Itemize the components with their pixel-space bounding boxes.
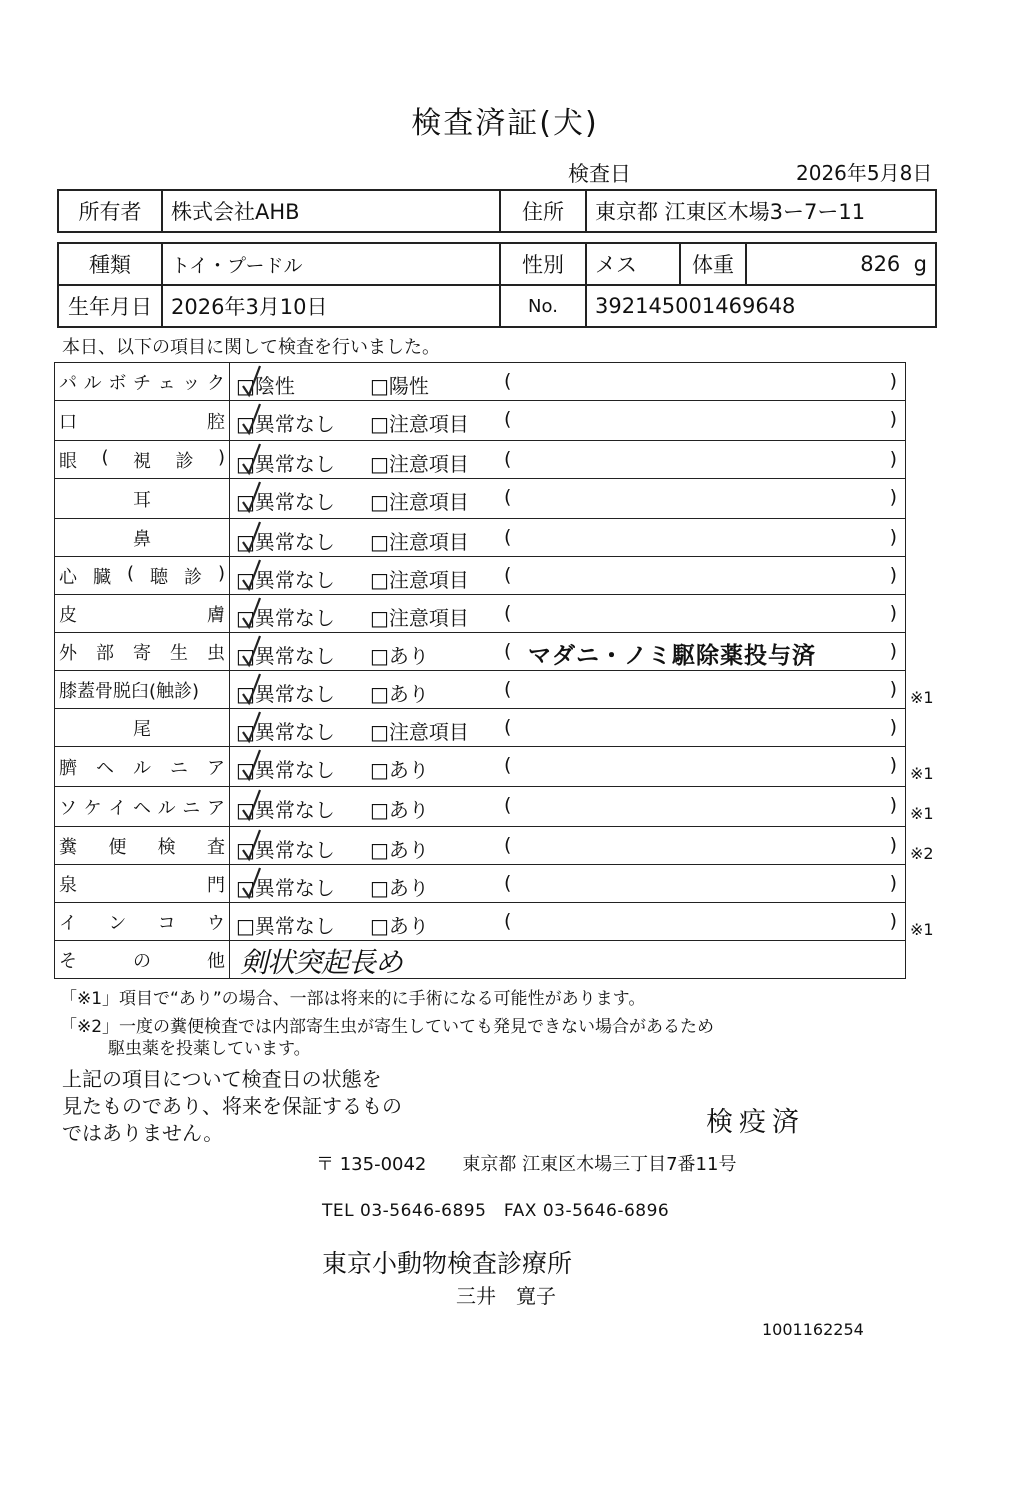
paren-close: ) xyxy=(889,794,897,816)
option-label: 異常なし xyxy=(254,644,335,668)
item-name xyxy=(59,408,225,434)
item-result-cell xyxy=(230,747,906,787)
item-name-char: コ xyxy=(157,912,176,934)
item-name xyxy=(59,563,225,589)
table-row xyxy=(55,557,906,595)
checkbox-icon[interactable]: □ xyxy=(236,452,255,476)
table-row xyxy=(55,709,906,747)
item-name-char: ボ xyxy=(108,372,127,394)
item-name-char: 査 xyxy=(206,836,225,858)
item-name xyxy=(59,486,225,512)
item-name-char: 口 xyxy=(59,411,77,433)
item-result-cell xyxy=(230,633,906,671)
item-name-cell xyxy=(55,519,230,557)
exam-date: 2026年5月8日 xyxy=(796,161,933,185)
table-row xyxy=(55,441,906,479)
table-row xyxy=(55,787,906,827)
item-name-cell xyxy=(55,827,230,865)
item-name xyxy=(59,639,225,665)
clinic-name: 東京小動物検査診療所 xyxy=(322,1249,573,1278)
checked-box-option[interactable] xyxy=(236,872,335,901)
item-name-char: そ xyxy=(59,950,77,972)
item-name-char: ニ xyxy=(182,797,201,819)
paren-close: ) xyxy=(889,754,897,776)
item-name-cell xyxy=(55,363,230,401)
option-label: 異常なし xyxy=(254,606,335,630)
reference-mark: ※2 xyxy=(910,844,934,863)
item-name xyxy=(59,601,225,627)
inspected-stamp: 検疫済 xyxy=(706,1107,805,1138)
paren-open: ( xyxy=(504,794,512,816)
item-name-char: 眼 xyxy=(59,450,77,472)
item-name-cell xyxy=(55,903,230,941)
option-label: 異常なし xyxy=(254,490,335,514)
paren-close: ) xyxy=(889,872,897,894)
checked-box-option[interactable] xyxy=(236,526,335,555)
no-label: No. xyxy=(500,285,586,327)
paren-open: ( xyxy=(504,448,512,470)
check-mark-icon xyxy=(240,828,262,864)
paren-close: ) xyxy=(889,716,897,738)
option-label: 異常なし xyxy=(254,876,335,900)
paren-close: ) xyxy=(889,602,897,624)
item-name-char: ル xyxy=(83,372,102,394)
paren-open: ( xyxy=(504,640,512,662)
item-name-char: ニ xyxy=(170,757,188,779)
check-mark-icon xyxy=(240,402,262,438)
paren-close: ) xyxy=(889,486,897,508)
item-name-cell xyxy=(55,595,230,633)
alt-option[interactable]: □あり xyxy=(370,798,429,822)
paren-close: ) xyxy=(889,408,897,430)
item-name-char: ソ xyxy=(59,797,77,819)
table-row xyxy=(55,747,906,787)
item-name-cell xyxy=(55,401,230,441)
item-name-char: ン xyxy=(108,912,127,934)
item-name-cell xyxy=(55,787,230,827)
option-label: 異常なし xyxy=(254,530,335,554)
item-name-char: ケ xyxy=(83,797,102,819)
item-name-char: 心 xyxy=(59,566,77,588)
table-row xyxy=(55,865,906,903)
item-name-char: 膝蓋骨脱臼(触診) xyxy=(59,680,200,702)
item-name-char: 門 xyxy=(207,874,225,896)
footnote-1: 「※1」項目で“あり”の場合、一部は将来的に手術になる可能性があります。 xyxy=(60,989,646,1009)
item-name-char: 診 xyxy=(175,450,194,472)
paren-close: ) xyxy=(889,564,897,586)
item-note: マダニ・ノミ駆除薬投与済 xyxy=(528,643,816,669)
item-name-char: 臓 xyxy=(92,566,111,588)
item-name-char: 腔 xyxy=(207,411,225,433)
item-name-char: 虫 xyxy=(207,642,225,664)
paren-open: ( xyxy=(504,526,512,548)
address-label: 住所 xyxy=(500,190,586,232)
checked-box-option[interactable] xyxy=(236,716,335,745)
item-name-char: イ xyxy=(59,912,77,934)
checkbox-icon[interactable]: □ xyxy=(236,682,255,706)
check-mark-icon xyxy=(240,672,262,708)
other-note-cell xyxy=(230,941,906,979)
paren-close: ) xyxy=(889,640,897,662)
item-name-char: ) xyxy=(217,446,225,468)
option-label: 異常なし xyxy=(254,452,335,476)
table-row xyxy=(55,671,906,709)
table-row xyxy=(55,941,906,979)
table-row xyxy=(55,595,906,633)
item-name-char: ル xyxy=(157,797,176,819)
paren-open: ( xyxy=(504,910,512,932)
item-name-cell xyxy=(55,479,230,519)
checkbox-icon[interactable]: □ xyxy=(236,374,255,398)
reference-mark: ※1 xyxy=(910,920,934,939)
check-mark-icon xyxy=(240,748,262,784)
paren-open: ( xyxy=(504,564,512,586)
check-mark-icon xyxy=(240,596,262,632)
item-name-cell xyxy=(55,441,230,479)
paren-open: ( xyxy=(504,602,512,624)
item-name xyxy=(59,947,225,973)
checkbox-icon[interactable]: □ xyxy=(236,412,255,436)
checked-box-option[interactable] xyxy=(236,640,335,669)
alt-option[interactable]: □注意項目 xyxy=(370,720,469,744)
item-name-char: ) xyxy=(217,562,225,584)
clinic-address: 〒 135-0042 東京都 江東区木場三丁目7番11号 xyxy=(316,1154,737,1175)
item-name-char: 他 xyxy=(207,950,225,972)
item-name-char: 寄 xyxy=(133,642,151,664)
checkbox-icon[interactable]: □ xyxy=(236,876,255,900)
item-result-cell xyxy=(230,903,906,941)
table-row xyxy=(55,827,906,865)
paren-open: ( xyxy=(504,370,512,392)
item-name-char: 尾 xyxy=(133,718,151,740)
item-name-char: の xyxy=(133,950,151,972)
checked-box-option[interactable] xyxy=(236,602,335,631)
option-label: 異常なし xyxy=(254,568,335,592)
alt-option[interactable]: □注意項目 xyxy=(370,568,469,592)
checkbox-icon[interactable]: □ xyxy=(236,490,255,514)
item-name xyxy=(59,909,225,935)
paren-close: ) xyxy=(889,834,897,856)
option-label: 異常なし xyxy=(254,412,335,436)
item-result-cell xyxy=(230,827,906,865)
alt-option[interactable]: □あり xyxy=(370,838,429,862)
checkbox-icon[interactable]: □ xyxy=(236,606,255,630)
alt-option[interactable]: □注意項目 xyxy=(370,606,469,630)
check-mark-icon xyxy=(240,442,262,478)
declaration xyxy=(62,1066,402,1147)
alt-option[interactable]: □注意項目 xyxy=(370,412,469,436)
item-name-char: ッ xyxy=(182,372,201,394)
item-name-char: ア xyxy=(207,757,225,779)
item-name xyxy=(59,833,225,859)
item-name-char: 糞 xyxy=(59,836,77,858)
option-label: 異常なし xyxy=(254,838,335,862)
check-mark-icon xyxy=(240,710,262,746)
check-mark-icon xyxy=(240,558,262,594)
item-name-char: ア xyxy=(206,797,225,819)
alt-option[interactable]: □あり xyxy=(370,682,429,706)
item-name-cell xyxy=(55,633,230,671)
item-name-char: 外 xyxy=(59,642,77,664)
item-name-char: 聴 xyxy=(149,566,168,588)
alt-option[interactable]: □注意項目 xyxy=(370,530,469,554)
item-result-cell xyxy=(230,401,906,441)
sex-label: 性別 xyxy=(500,243,586,285)
option-label: 異常なし xyxy=(254,798,335,822)
item-name-char: パ xyxy=(59,372,77,394)
owner-label: 所有者 xyxy=(58,190,162,232)
item-name-char: ( xyxy=(101,446,109,468)
item-name-cell xyxy=(55,865,230,903)
checked-box-option[interactable] xyxy=(236,754,335,783)
item-result-cell xyxy=(230,787,906,827)
item-name-char: ( xyxy=(126,562,134,584)
check-mark-icon xyxy=(240,634,262,670)
weight-cell xyxy=(746,243,936,285)
weight-value: 826 xyxy=(860,252,901,276)
checkbox-icon[interactable]: □ xyxy=(236,838,255,862)
checked-box-option[interactable] xyxy=(236,678,335,707)
item-name-cell xyxy=(55,709,230,747)
paren-open: ( xyxy=(504,716,512,738)
item-name-char: ウ xyxy=(206,912,225,934)
table-row xyxy=(55,479,906,519)
declaration-line: ではありません。 xyxy=(62,1121,224,1145)
item-name-cell xyxy=(55,941,230,979)
item-result-cell xyxy=(230,671,906,709)
alt-option[interactable]: □陽性 xyxy=(370,374,429,398)
item-name xyxy=(59,525,225,551)
paren-open: ( xyxy=(504,834,512,856)
item-name-char: チ xyxy=(132,372,151,394)
item-result-cell xyxy=(230,441,906,479)
checked-box-option[interactable] xyxy=(236,486,335,515)
item-name-char: 膚 xyxy=(207,604,225,626)
item-name-char: ェ xyxy=(157,372,176,394)
table-row xyxy=(55,401,906,441)
item-name-cell xyxy=(55,747,230,787)
paren-close: ) xyxy=(889,678,897,700)
paren-close: ) xyxy=(889,910,897,932)
option-label: 異常なし xyxy=(254,720,335,744)
checkbox-icon[interactable]: □ xyxy=(236,644,255,668)
owner-value: 株式会社AHB xyxy=(162,190,500,232)
paren-open: ( xyxy=(504,408,512,430)
check-mark-icon xyxy=(240,364,262,400)
alt-option[interactable]: □あり xyxy=(370,758,429,782)
table-row xyxy=(55,519,906,557)
item-name-char: ク xyxy=(206,372,225,394)
item-result-cell xyxy=(230,557,906,595)
item-name-char: ヘ xyxy=(132,797,151,819)
alt-option[interactable]: □注意項目 xyxy=(370,490,469,514)
checkbox-icon[interactable]: □ xyxy=(236,568,255,592)
alt-option[interactable]: □あり xyxy=(370,914,429,938)
reference-mark: ※1 xyxy=(910,764,934,783)
option-label: 異常なし xyxy=(254,758,335,782)
checked-box-option[interactable] xyxy=(236,564,335,593)
table-row xyxy=(55,633,906,671)
checkbox-icon[interactable]: □ xyxy=(236,758,255,782)
item-name-char: 便 xyxy=(108,836,127,858)
item-name-char: ル xyxy=(133,757,151,779)
item-result-cell xyxy=(230,479,906,519)
paren-open: ( xyxy=(504,486,512,508)
handwritten-note: 剣状突起長め xyxy=(240,946,403,979)
paren-open: ( xyxy=(504,872,512,894)
unchecked-box-option[interactable] xyxy=(236,910,335,939)
birth-label: 生年月日 xyxy=(58,285,162,327)
checked-box-option[interactable] xyxy=(236,794,335,823)
item-name-char: 検 xyxy=(157,836,176,858)
declaration-line: 上記の項目について検査日の状態を xyxy=(62,1067,382,1091)
checkbox-icon[interactable]: □ xyxy=(236,720,255,744)
item-name-char: 部 xyxy=(96,642,114,664)
item-name xyxy=(59,794,225,820)
checked-box-option[interactable] xyxy=(236,834,335,863)
paren-close: ) xyxy=(889,526,897,548)
weight-label: 体重 xyxy=(680,243,746,285)
item-name-char: 診 xyxy=(183,566,202,588)
page-title: 検査済証(犬) xyxy=(411,106,599,141)
item-name-char: 生 xyxy=(170,642,188,664)
item-name xyxy=(59,677,225,703)
item-name xyxy=(59,871,225,897)
paren-open: ( xyxy=(504,754,512,776)
alt-option[interactable]: □あり xyxy=(370,644,429,668)
check-mark-icon xyxy=(240,520,262,556)
breed-value: トイ・プードル xyxy=(162,243,500,285)
breed-label: 種類 xyxy=(58,243,162,285)
item-name xyxy=(59,369,225,395)
check-mark-icon xyxy=(240,788,262,824)
owner-table xyxy=(57,189,937,233)
reference-mark: ※1 xyxy=(910,804,934,823)
footnote-2: 「※2」一度の糞便検査では内部寄生虫が寄生していても発見できない場合があるため xyxy=(60,1017,715,1037)
item-name-char: 鼻 xyxy=(133,528,151,550)
checked-box-option[interactable] xyxy=(236,370,295,399)
item-result-cell xyxy=(230,709,906,747)
item-name-char: ヘ xyxy=(96,757,114,779)
table-row xyxy=(55,903,906,941)
alt-option[interactable]: □注意項目 xyxy=(370,452,469,476)
item-name xyxy=(59,447,225,473)
checkbox-icon[interactable]: □ xyxy=(236,530,255,554)
inspection-items-table xyxy=(54,362,906,979)
checkbox-icon[interactable]: □ xyxy=(236,798,255,822)
table-row xyxy=(55,363,906,401)
item-name xyxy=(59,754,225,780)
item-name-char: 皮 xyxy=(59,604,77,626)
no-value: 392145001469648 xyxy=(586,285,936,327)
checked-box-option[interactable] xyxy=(236,448,335,477)
veterinarian-name: 三井 寛子 xyxy=(456,1284,556,1308)
footnote-2-cont: 駆虫薬を投薬しています。 xyxy=(108,1039,311,1059)
item-name-char: 耳 xyxy=(133,489,151,511)
item-result-cell xyxy=(230,519,906,557)
exam-date-label: 検査日 xyxy=(568,162,631,186)
birth-value: 2026年3月10日 xyxy=(162,285,500,327)
checked-box-option[interactable] xyxy=(236,408,335,437)
item-name-char: イ xyxy=(108,797,127,819)
paren-close: ) xyxy=(889,448,897,470)
check-mark-icon xyxy=(240,480,262,516)
intro-text: 本日、以下の項目に関して検査を行いました。 xyxy=(62,337,440,358)
item-name-cell xyxy=(55,557,230,595)
reference-mark: ※1 xyxy=(910,688,934,707)
paren-close: ) xyxy=(889,370,897,392)
declaration-line: 見たものであり、将来を保証するもの xyxy=(62,1094,402,1118)
clinic-phone: TEL 03-5646-6895 FAX 03-5646-6896 xyxy=(322,1201,670,1221)
option-label: 異常なし xyxy=(254,682,335,706)
paren-open: ( xyxy=(504,678,512,700)
item-result-cell xyxy=(230,363,906,401)
pet-table xyxy=(57,242,937,328)
alt-option[interactable]: □あり xyxy=(370,876,429,900)
item-name-char: 泉 xyxy=(59,874,77,896)
item-name-cell xyxy=(55,671,230,709)
document-number: 1001162254 xyxy=(762,1320,864,1339)
option-label: 陰性 xyxy=(254,374,295,398)
weight-unit: g xyxy=(913,252,927,276)
item-result-cell xyxy=(230,595,906,633)
address-value: 東京都 江東区木場3ー7ー11 xyxy=(586,190,936,232)
item-name-char: 視 xyxy=(133,450,151,472)
checkbox-icon[interactable]: □ xyxy=(236,914,255,938)
check-mark-icon xyxy=(240,866,262,902)
sex-value: メス xyxy=(586,243,680,285)
item-name-char: 臍 xyxy=(59,757,77,779)
option-label: 異常なし xyxy=(254,914,335,938)
item-result-cell xyxy=(230,865,906,903)
item-name xyxy=(59,715,225,741)
